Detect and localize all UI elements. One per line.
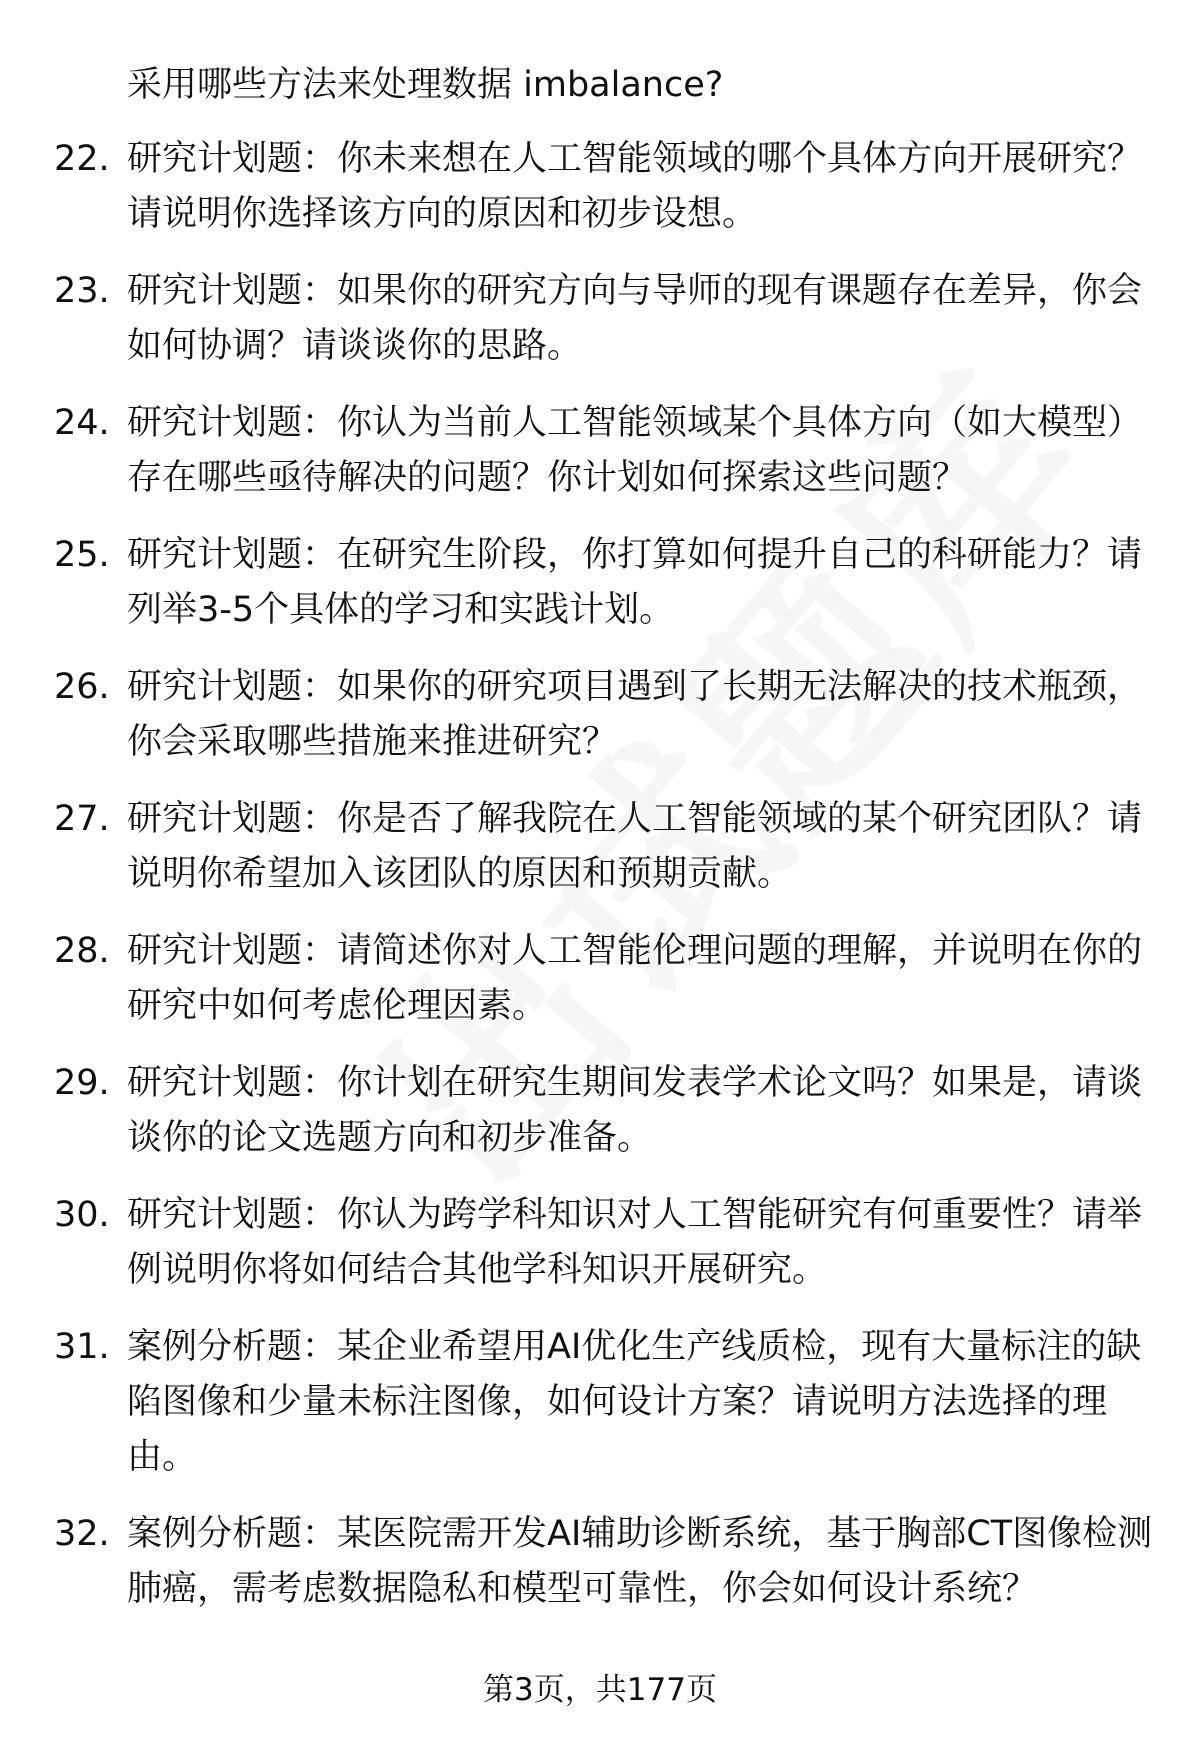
question-item — [0, 1320, 1200, 1485]
question-text: 研究计划题：你认为跨学科知识对人工智能研究有何重要性？请举例说明你将如何结合其他学科知识开展研究。 — [127, 1195, 1143, 1290]
question-number: 31. — [54, 1327, 110, 1367]
question-item — [0, 924, 1200, 1034]
question-text: 案例分析题：某企业希望用AI优化生产线质检，现有大量标注的缺陷图像和少量未标注图像，如何设计方案？请说明方法选择的理由。 — [127, 1327, 1142, 1477]
question-text: 研究计划题：在研究生阶段，你打算如何提升自己的科研能力？请列举3-5个具体的学习和实践计划。 — [127, 535, 1143, 630]
question-text: 研究计划题：你未来想在人工智能领域的哪个具体方向开展研究？请说明你选择该方向的原因和初步设想。 — [127, 139, 1143, 234]
question-item — [0, 264, 1200, 374]
question-item — [0, 1188, 1200, 1298]
question-item — [0, 1507, 1200, 1617]
question-item — [0, 1056, 1200, 1166]
question-item — [0, 396, 1200, 506]
question-number: 27. — [54, 799, 110, 839]
question-number: 29. — [54, 1063, 110, 1103]
question-number: 24. — [54, 403, 110, 443]
question-item — [0, 528, 1200, 638]
question-number: 23. — [54, 271, 110, 311]
question-text: 研究计划题：你认为当前人工智能领域某个具体方向（如大模型）存在哪些亟待解决的问题？你计划如何探索这些问题？ — [127, 403, 1143, 498]
question-list — [0, 132, 1200, 1639]
question-text: 研究计划题：你计划在研究生期间发表学术论文吗？如果是，请谈谈你的论文选题方向和初步准备。 — [127, 1063, 1143, 1158]
question-number: 25. — [54, 535, 110, 575]
question-text: 案例分析题：某医院需开发AI辅助诊断系统，基于胸部CT图像检测肺癌，需考虑数据隐私和模型可靠性，你会如何设计系统？ — [127, 1514, 1153, 1609]
question-continuation: 采用哪些方法来处理数据 imbalance? — [127, 65, 724, 105]
question-item — [0, 792, 1200, 902]
question-number: 30. — [54, 1195, 110, 1235]
question-item — [0, 660, 1200, 770]
page-footer: 第3页，共177页 — [483, 1672, 717, 1708]
question-text: 研究计划题：如果你的研究方向与导师的现有课题存在差异，你会如何协调？请谈谈你的思路。 — [127, 271, 1143, 366]
question-text: 研究计划题：请简述你对人工智能伦理问题的理解，并说明在你的研究中如何考虑伦理因素。 — [127, 931, 1143, 1026]
question-number: 32. — [54, 1514, 110, 1554]
question-item — [0, 132, 1200, 242]
question-number: 22. — [54, 139, 110, 179]
question-text: 研究计划题：如果你的研究项目遇到了长期无法解决的技术瓶颈，你会采取哪些措施来推进研究？ — [127, 667, 1143, 762]
question-number: 26. — [54, 667, 110, 707]
question-number: 28. — [54, 931, 110, 971]
question-text: 研究计划题：你是否了解我院在人工智能领域的某个研究团队？请说明你希望加入该团队的原因和预期贡献。 — [127, 799, 1143, 894]
